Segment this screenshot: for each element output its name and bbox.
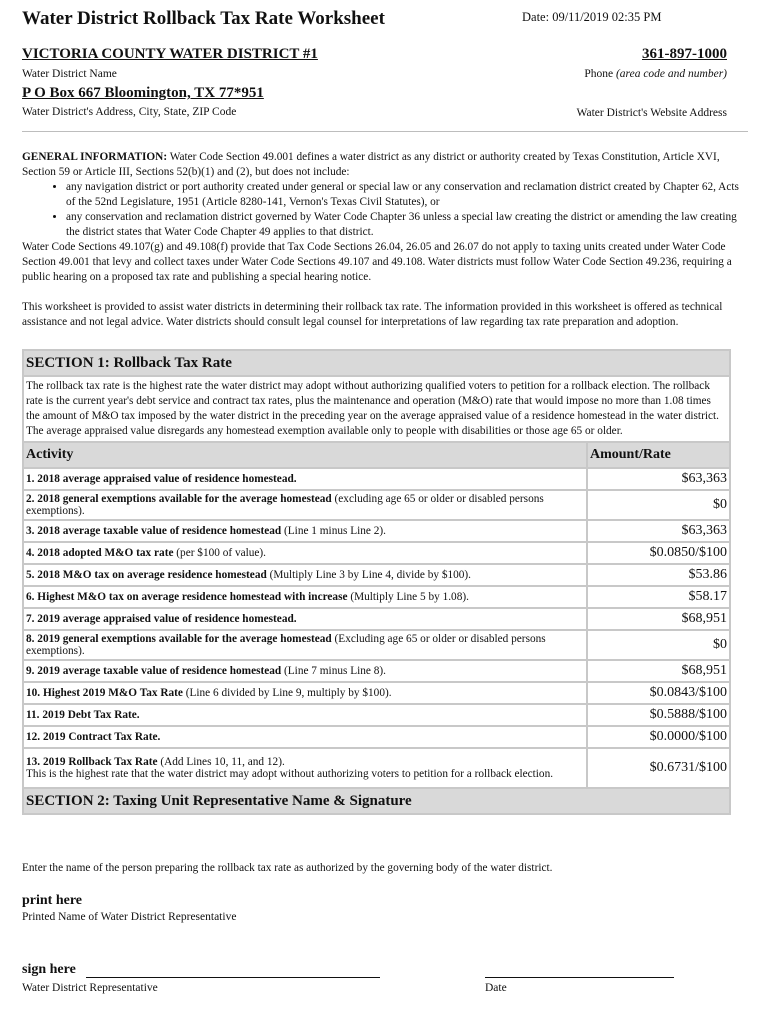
- row-activity: [23, 726, 587, 748]
- section1-header-row: [23, 350, 730, 376]
- table-row: [23, 586, 730, 608]
- general-paragraph-1: Water Code Sections 49.107(g) and 49.108(f) provide that Tax Code Sections 26.04, 26.05 and 26.07 do not apply to taxing units created under Water Code Section 49.001 that levy and collect taxes under Water Code Sections 49.107 and 49.108. Water districts must follow Water Code Section 49.236, requiring a public hearing on a proposed tax rate and publishing a special hearing notice.: [22, 241, 732, 283]
- row-activity: [23, 660, 587, 682]
- row-detail: (Multiply Line 3 by Line 4, divide by $100).: [266, 569, 472, 581]
- table-row: [23, 468, 730, 490]
- section2-header-row: [23, 788, 730, 814]
- section2-note: Enter the name of the person preparing the rollback tax rate as authorized by the governing body of the water district.: [22, 862, 553, 874]
- row-amount: $0: [587, 630, 730, 660]
- phone-label-prefix: Phone: [584, 68, 616, 80]
- row-amount: $68,951: [587, 608, 730, 630]
- table-row: [23, 726, 730, 748]
- row-label: 9. 2019 average taxable value of residence homestead: [26, 665, 282, 677]
- row-detail: (per $100 of value).: [173, 547, 267, 559]
- column-header-row: [23, 442, 730, 468]
- row-detail: (Line 6 divided by Line 9, multiply by $100).: [182, 687, 392, 699]
- row-detail: (Add Lines 10, 11, and 12).: [157, 756, 285, 768]
- worksheet-title: Water District Rollback Tax Rate Worksheet: [22, 8, 385, 29]
- row-label: 2. 2018 general exemptions available for the average homestead: [26, 493, 332, 505]
- row-amount: $0.6731/$100: [587, 748, 730, 788]
- amount-column-header: Amount/Rate: [587, 442, 730, 468]
- row-note: This is the highest rate that the water district may adopt without authorizing voters to petition for a rollback election.: [26, 768, 554, 780]
- row-label: 6. Highest M&O tax on average residence homestead with increase: [26, 591, 348, 603]
- activity-column-header: Activity: [23, 442, 587, 468]
- row-amount: $0: [587, 490, 730, 520]
- phone-label: [584, 68, 727, 80]
- row-detail: (Multiply Line 5 by 1.08).: [347, 591, 469, 603]
- date-label: Date: [485, 982, 507, 994]
- row-label: 10. Highest 2019 M&O Tax Rate: [26, 687, 183, 699]
- row-label: 8. 2019 general exemptions available for the average homestead: [26, 633, 332, 645]
- row-label: 5. 2018 M&O tax on average residence homestead: [26, 569, 267, 581]
- row-detail: (Excluding age 65 or older or disabled persons exemptions).: [26, 633, 546, 657]
- row-label: 4. 2018 adopted M&O tax rate: [26, 547, 174, 559]
- table-row: [23, 630, 730, 660]
- table-row: [23, 608, 730, 630]
- row-amount: $0.0843/$100: [587, 682, 730, 704]
- signature-field[interactable]: sign here: [22, 962, 76, 977]
- row-amount: $63,363: [587, 468, 730, 490]
- row-amount: $0.0000/$100: [587, 726, 730, 748]
- exclusion-list: [22, 180, 748, 240]
- row-amount: $0.5888/$100: [587, 704, 730, 726]
- general-intro-text: Water Code Section 49.001 defines a water district as any district or authority created by Texas Constitution, Article XVI, Section 59 or Article III, Sections 52(b)(1) and (2), but does not include:: [22, 151, 720, 178]
- row-label: 1. 2018 average appraised value of residence homestead.: [26, 473, 297, 485]
- section1-intro-row: [23, 376, 730, 442]
- table-row: [23, 704, 730, 726]
- printed-name-field[interactable]: print here: [22, 893, 83, 908]
- representative-label: Water District Representative: [22, 982, 158, 994]
- printed-name-label: Printed Name of Water District Representative: [22, 911, 237, 923]
- row-activity: [23, 586, 587, 608]
- row-activity: [23, 704, 587, 726]
- table-row: [23, 520, 730, 542]
- row-detail: (Line 7 minus Line 8).: [281, 665, 386, 677]
- table-row: [23, 564, 730, 586]
- table-row: [23, 660, 730, 682]
- row-label: 13. 2019 Rollback Tax Rate: [26, 756, 158, 768]
- row-activity: [23, 630, 587, 660]
- phone-value: 361-897-1000: [642, 46, 727, 62]
- row-label: 3. 2018 average taxable value of residence homestead: [26, 525, 282, 537]
- district-name-value: VICTORIA COUNTY WATER DISTRICT #1: [22, 46, 318, 62]
- row-activity: [23, 608, 587, 630]
- row-activity: [23, 564, 587, 586]
- section1-intro: The rollback tax rate is the highest rate the water district may adopt without authorizing qualified voters to petition for a rollback election. The rollback rate is the current year's debt service and contract tax rates, plus the maintenance and operation (M&O) rate that would impose no more than 1.08 times the amount of M&O tax imposed by the water district in the preceding year on the average appraised value of a residence homestead in the water district. The average appraised value disregards any homestead exemption available only to people with disabilities or those age 65 or older.: [23, 376, 730, 442]
- row-label: 11. 2019 Debt Tax Rate.: [26, 709, 140, 721]
- row-activity: [23, 490, 587, 520]
- table-row: [23, 748, 730, 788]
- table-row: [23, 490, 730, 520]
- general-heading: GENERAL INFORMATION:: [22, 151, 168, 163]
- general-intro: [22, 150, 748, 180]
- phone-label-hint: (area code and number): [615, 68, 727, 80]
- address-label: Water District's Address, City, State, ZIP Code: [22, 106, 237, 118]
- row-amount: $63,363: [587, 520, 730, 542]
- date-line[interactable]: [485, 977, 674, 978]
- row-activity: [23, 468, 587, 490]
- row-activity: [23, 542, 587, 564]
- website-label: Water District's Website Address: [576, 107, 727, 119]
- row-detail: (Line 1 minus Line 2).: [281, 525, 386, 537]
- row-label: 7. 2019 average appraised value of residence homestead.: [26, 613, 297, 625]
- district-name-label: Water District Name: [22, 68, 117, 80]
- table-row: [23, 542, 730, 564]
- general-information: [22, 150, 748, 330]
- row-activity: [23, 682, 587, 704]
- print-date: Date: 09/11/2019 02:35 PM: [522, 10, 662, 24]
- row-detail: (excluding age 65 or older or disabled persons exemptions).: [26, 493, 544, 517]
- list-item: • any navigation district or port authority created under general or special law or any conservation and reclamation district created by Chapter 62, Acts of the 52nd Legislature, 1951 (Article 8280-141, Vernon's Texas Civil Statutes), or: [66, 180, 748, 210]
- section1-title: SECTION 1: Rollback Tax Rate: [23, 350, 730, 376]
- row-amount: $58.17: [587, 586, 730, 608]
- row-amount: $53.86: [587, 564, 730, 586]
- signature-line: [86, 977, 380, 978]
- row-amount: $68,951: [587, 660, 730, 682]
- list-item: • any conservation and reclamation district governed by Water Code Chapter 36 unless a special law creating the district or amending the law creating the district states that Water Code Chapter 49 applies to that district.: [66, 210, 748, 240]
- address-value: P O Box 667 Bloomington, TX 77*951: [22, 85, 264, 101]
- worksheet-table: [22, 349, 731, 815]
- table-row: [23, 682, 730, 704]
- header-divider: [22, 131, 748, 132]
- row-label: 12. 2019 Contract Tax Rate.: [26, 731, 161, 743]
- row-activity: [23, 520, 587, 542]
- row-activity: [23, 748, 587, 788]
- row-amount: $0.0850/$100: [587, 542, 730, 564]
- general-paragraph-2: This worksheet is provided to assist water districts in determining their rollback tax rate. The information provided in this worksheet is offered as technical assistance and not legal advice. Water districts should consult legal counsel for interpretations of law regarding tax rate preparation and adoption.: [22, 301, 723, 328]
- section2-title: SECTION 2: Taxing Unit Representative Name & Signature: [23, 788, 730, 814]
